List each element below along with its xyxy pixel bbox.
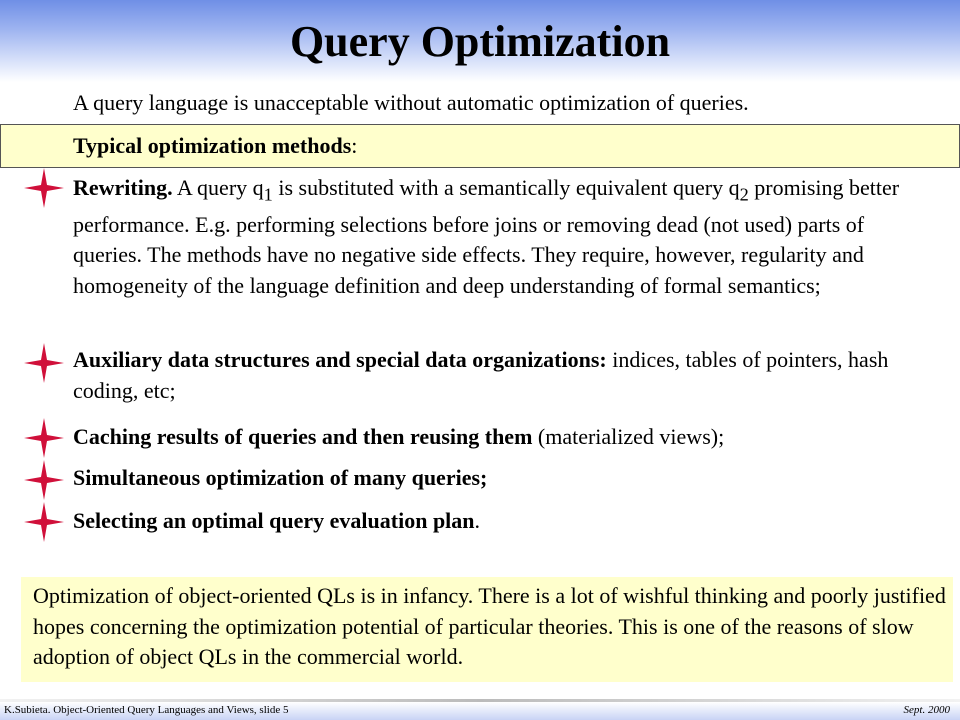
methods-label <box>73 132 357 160</box>
slide-title: Query Optimization <box>289 17 671 66</box>
bullet-auxiliary-bold: Auxiliary data structures and special data organizations: <box>73 347 607 372</box>
bullet-simultaneous <box>73 463 923 494</box>
bullet-caching-bold: Caching results of queries and then reusing them <box>73 424 533 449</box>
four-point-star-icon <box>24 418 64 458</box>
bullet-rewriting-text-a: A query q <box>172 175 264 200</box>
four-point-star-icon <box>24 460 64 500</box>
four-point-star-icon <box>24 343 64 383</box>
bullet-auxiliary-structures <box>73 345 923 406</box>
bullet-auxiliary-text: indices, tables of pointers, hash coding, etc; <box>73 347 889 403</box>
bullet-simultaneous-bold: Simultaneous optimization of many queries; <box>73 465 488 490</box>
footer-date: Sept. 2000 <box>903 704 950 716</box>
subscript-1: 1 <box>263 184 273 205</box>
footer-credit: K.Subieta. Object-Oriented Query Languages and Views, slide 5 <box>4 704 289 716</box>
four-point-star-icon <box>24 168 64 208</box>
bullet-evaluation-bold: Selecting an optimal query evaluation plan <box>73 508 475 533</box>
bullet-caching <box>73 422 923 453</box>
bullet-rewriting <box>73 173 923 301</box>
four-point-star-icon <box>24 502 64 542</box>
intro-text: A query language is unacceptable without automatic optimization of queries. <box>73 90 749 115</box>
bullet-rewriting-bold: Rewriting. <box>73 175 173 200</box>
bullet-evaluation-plan <box>73 506 923 537</box>
methods-label-bold: Typical optimization methods <box>73 133 352 158</box>
bullet-rewriting-text-c: promising better performance. E.g. performing selections before joins or removing dead (not used) parts of queries. The methods have no negative side effects. They require, however, regularity and homogeneity of the language definition and deep understanding of formal semantics; <box>73 175 900 298</box>
methods-label-suffix: : <box>351 133 358 158</box>
subscript-2: 2 <box>739 184 749 205</box>
bullet-rewriting-text-b: is substituted with a semantically equivalent query q <box>272 175 740 200</box>
note-text: Optimization of object-oriented QLs is in infancy. There is a lot of wishful thinking and poorly justified hopes concerning the optimization potential of particular theories. This is one of the reasons of slow adoption of object QLs in the commercial world. <box>33 583 946 669</box>
bullet-caching-text: (materialized views); <box>532 424 725 449</box>
bullet-evaluation-text: . <box>474 508 481 533</box>
